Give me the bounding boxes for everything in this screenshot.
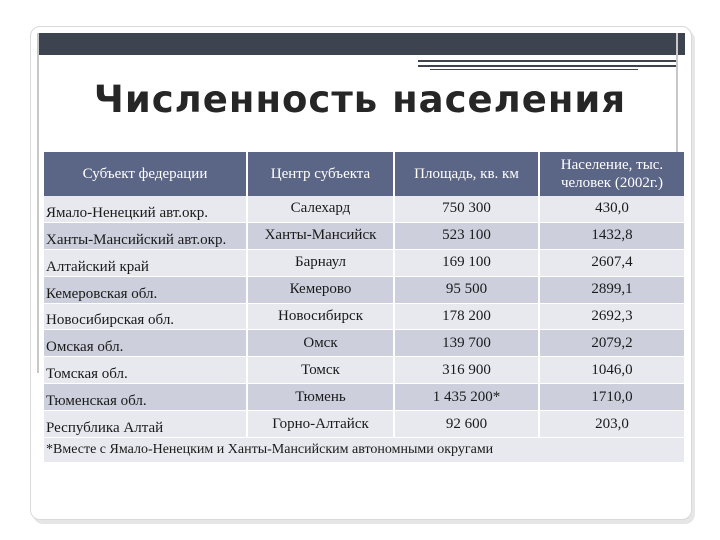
- table-row: [44, 357, 684, 384]
- cell-center: Горно-Алтайск: [247, 411, 394, 438]
- cell-subject: Томская обл.: [44, 357, 247, 384]
- cell-population: 203,0: [539, 411, 684, 438]
- cell-center: Новосибирск: [247, 303, 394, 330]
- table-row: [44, 276, 684, 303]
- table-row: [44, 384, 684, 411]
- header-subject: Субъект федерации: [44, 152, 247, 196]
- cell-population: 2079,2: [539, 330, 684, 357]
- cell-population: 2692,3: [539, 303, 684, 330]
- cell-population: 1432,8: [539, 222, 684, 249]
- cell-subject: Ханты-Мансийский авт.окр.: [44, 222, 247, 249]
- cell-subject: Омская обл.: [44, 330, 247, 357]
- cell-area: 95 500: [394, 276, 539, 303]
- cell-center: Салехард: [247, 196, 394, 222]
- cell-center: Омск: [247, 330, 394, 357]
- cell-population: 2607,4: [539, 249, 684, 276]
- cell-center: Барнаул: [247, 249, 394, 276]
- cell-subject: Республика Алтай: [44, 411, 247, 438]
- slide-title: Численность населения: [93, 78, 627, 121]
- cell-area: 523 100: [394, 222, 539, 249]
- table-row: [44, 303, 684, 330]
- header-area: Площадь, кв. км: [394, 152, 539, 196]
- table-row: [44, 196, 684, 222]
- table-footnote: *Вместе с Ямало-Ненецким и Ханты-Мансийским автономными округами: [44, 438, 684, 463]
- table-row: [44, 411, 684, 438]
- cell-subject: Новосибирская обл.: [44, 303, 247, 330]
- cell-area: 1 435 200*: [394, 384, 539, 411]
- cell-area: 178 200: [394, 303, 539, 330]
- cell-area: 139 700: [394, 330, 539, 357]
- cell-area: 750 300: [394, 196, 539, 222]
- cell-population: 430,0: [539, 196, 684, 222]
- decorative-rule: [418, 60, 678, 67]
- header-population: Население, тыс. человек (2002г.): [539, 152, 684, 196]
- cell-subject: Кемеровская обл.: [44, 276, 247, 303]
- cell-center: Кемерово: [247, 276, 394, 303]
- table-footnote-row: [44, 438, 684, 463]
- table-row: [44, 249, 684, 276]
- decorative-rule-thin: [430, 69, 638, 70]
- cell-center: Тюмень: [247, 384, 394, 411]
- cell-subject: Ямало-Ненецкий авт.окр.: [44, 196, 247, 222]
- header-center: Центр субъекта: [247, 152, 394, 196]
- table-row: [44, 222, 684, 249]
- cell-population: 1046,0: [539, 357, 684, 384]
- cell-area: 316 900: [394, 357, 539, 384]
- cell-subject: Алтайский край: [44, 249, 247, 276]
- header-bar: [37, 33, 685, 55]
- cell-center: Томск: [247, 357, 394, 384]
- cell-center: Ханты-Мансийск: [247, 222, 394, 249]
- cell-area: 92 600: [394, 411, 539, 438]
- cell-subject: Тюменская обл.: [44, 384, 247, 411]
- cell-area: 169 100: [394, 249, 539, 276]
- cell-population: 1710,0: [539, 384, 684, 411]
- table-header-row: [44, 152, 684, 196]
- population-table: [44, 152, 684, 463]
- table-row: [44, 330, 684, 357]
- cell-population: 2899,1: [539, 276, 684, 303]
